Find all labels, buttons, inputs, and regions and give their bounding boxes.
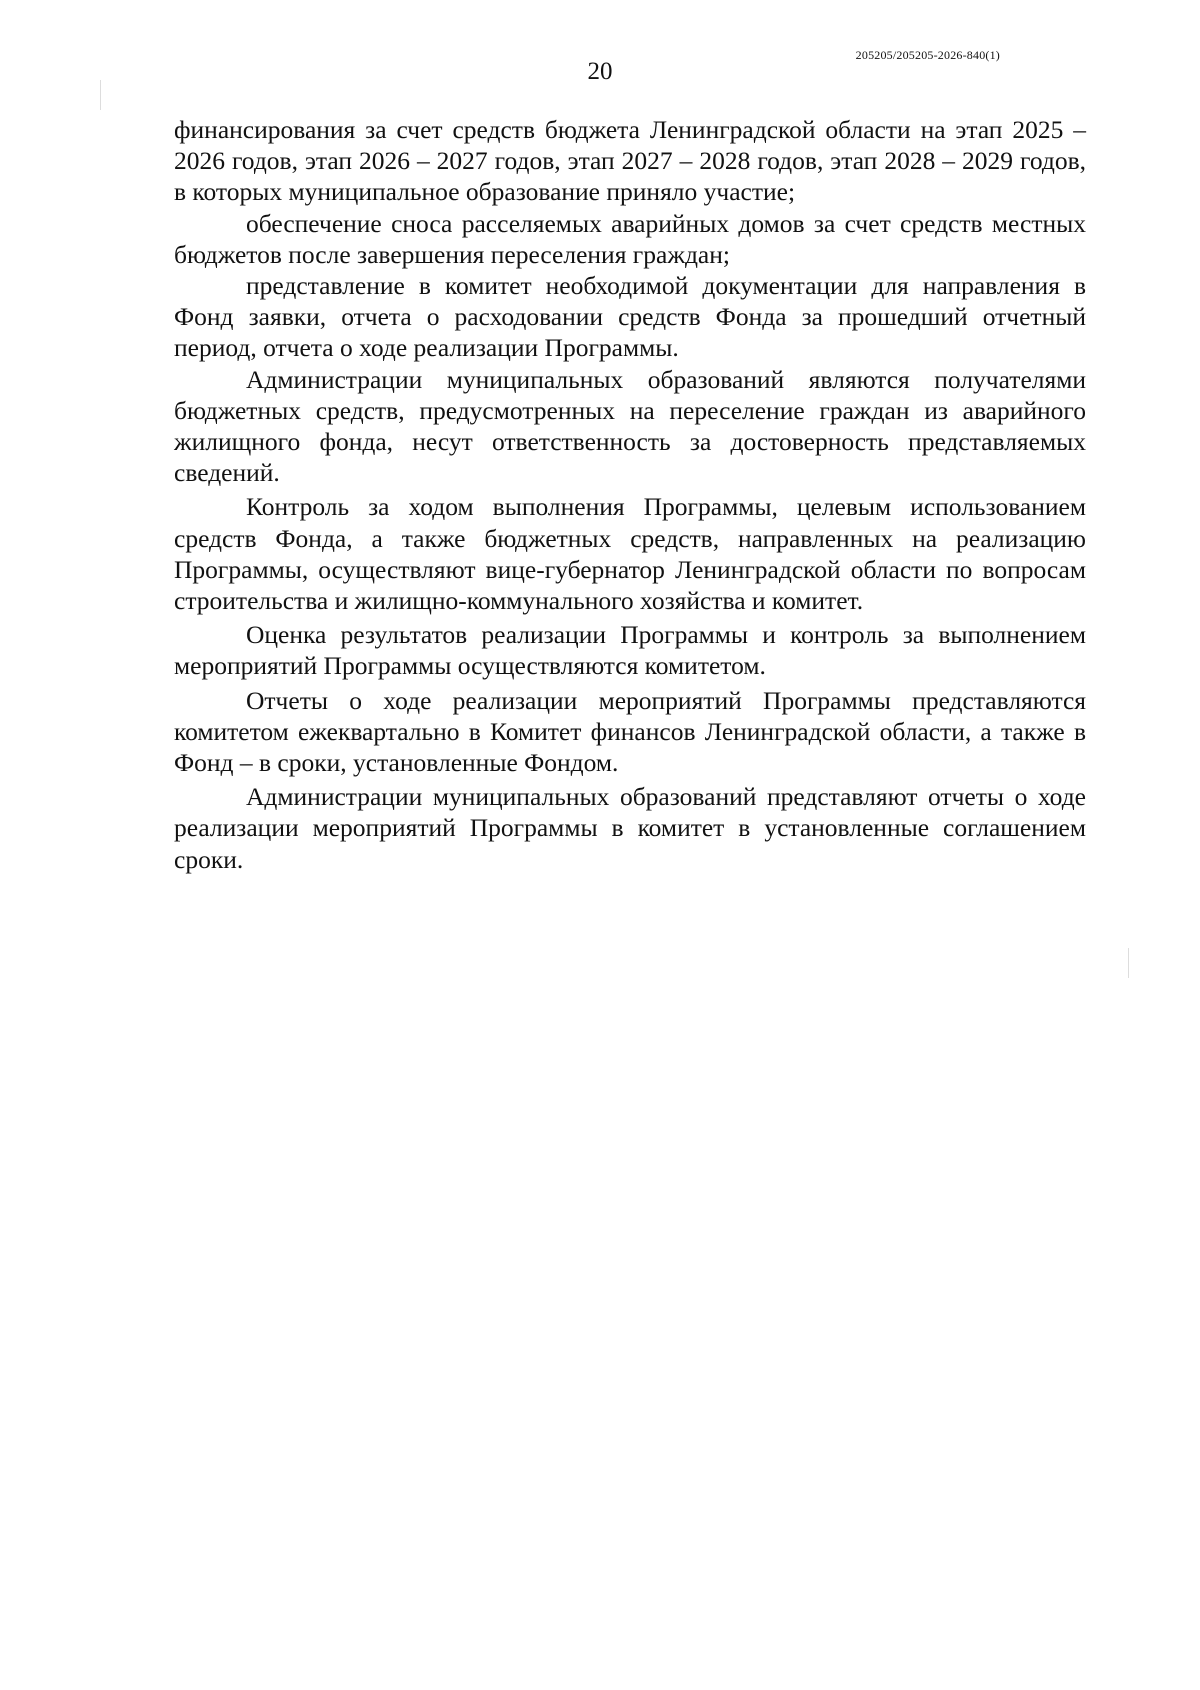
paragraph: Оценка результатов реализации Программы и контроль за выполнением мероприятий Программы осуществляются комитетом. [174, 620, 1086, 681]
document-body [174, 114, 1086, 875]
paragraph: Администрации муниципальных образований являются получателями бюджетных средств, предусмотренных на переселение граждан из аварийного жилищного фонда, несут ответственность за достоверность представляемых сведений. [174, 364, 1086, 488]
paragraph: Контроль за ходом выполнения Программы, целевым использованием средств Фонда, а также бюджетных средств, направленных на реализацию Программы, осуществляют вице-губернатор Ленинградской области по вопросам строительства и жилищно-коммунального хозяйства и комитет. [174, 492, 1086, 616]
document-id: 205205/205205-2026-840(1) [855, 48, 1000, 62]
paragraph: Администрации муниципальных образований представляют отчеты о ходе реализации мероприятий Программы в комитет в установленные соглашением сроки. [174, 782, 1086, 874]
scan-artifact [100, 80, 101, 110]
paragraph: финансирования за счет средств бюджета Ленинградской области на этап 2025 – 2026 годов, этап 2026 – 2027 годов, этап 2027 – 2028 годов, этап 2028 – 2029 годов, в которых муниципальное образование приняло участие; [174, 115, 1086, 207]
paragraph: Отчеты о ходе реализации мероприятий Программы представляются комитетом ежеквартально в Комитет финансов Ленинградской области, а также в Фонд – в сроки, установленные Фондом. [174, 685, 1086, 778]
paragraph: представление в комитет необходимой документации для направления в Фонд заявки, отчета о расходовании средств Фонда за прошедший отчетный период, отчета о ходе реализации Программы. [174, 271, 1086, 363]
paragraph: обеспечение сноса расселяемых аварийных домов за счет средств местных бюджетов после завершения переселения граждан; [174, 208, 1086, 269]
scan-artifact [1128, 948, 1129, 978]
page-number: 20 [587, 58, 613, 85]
